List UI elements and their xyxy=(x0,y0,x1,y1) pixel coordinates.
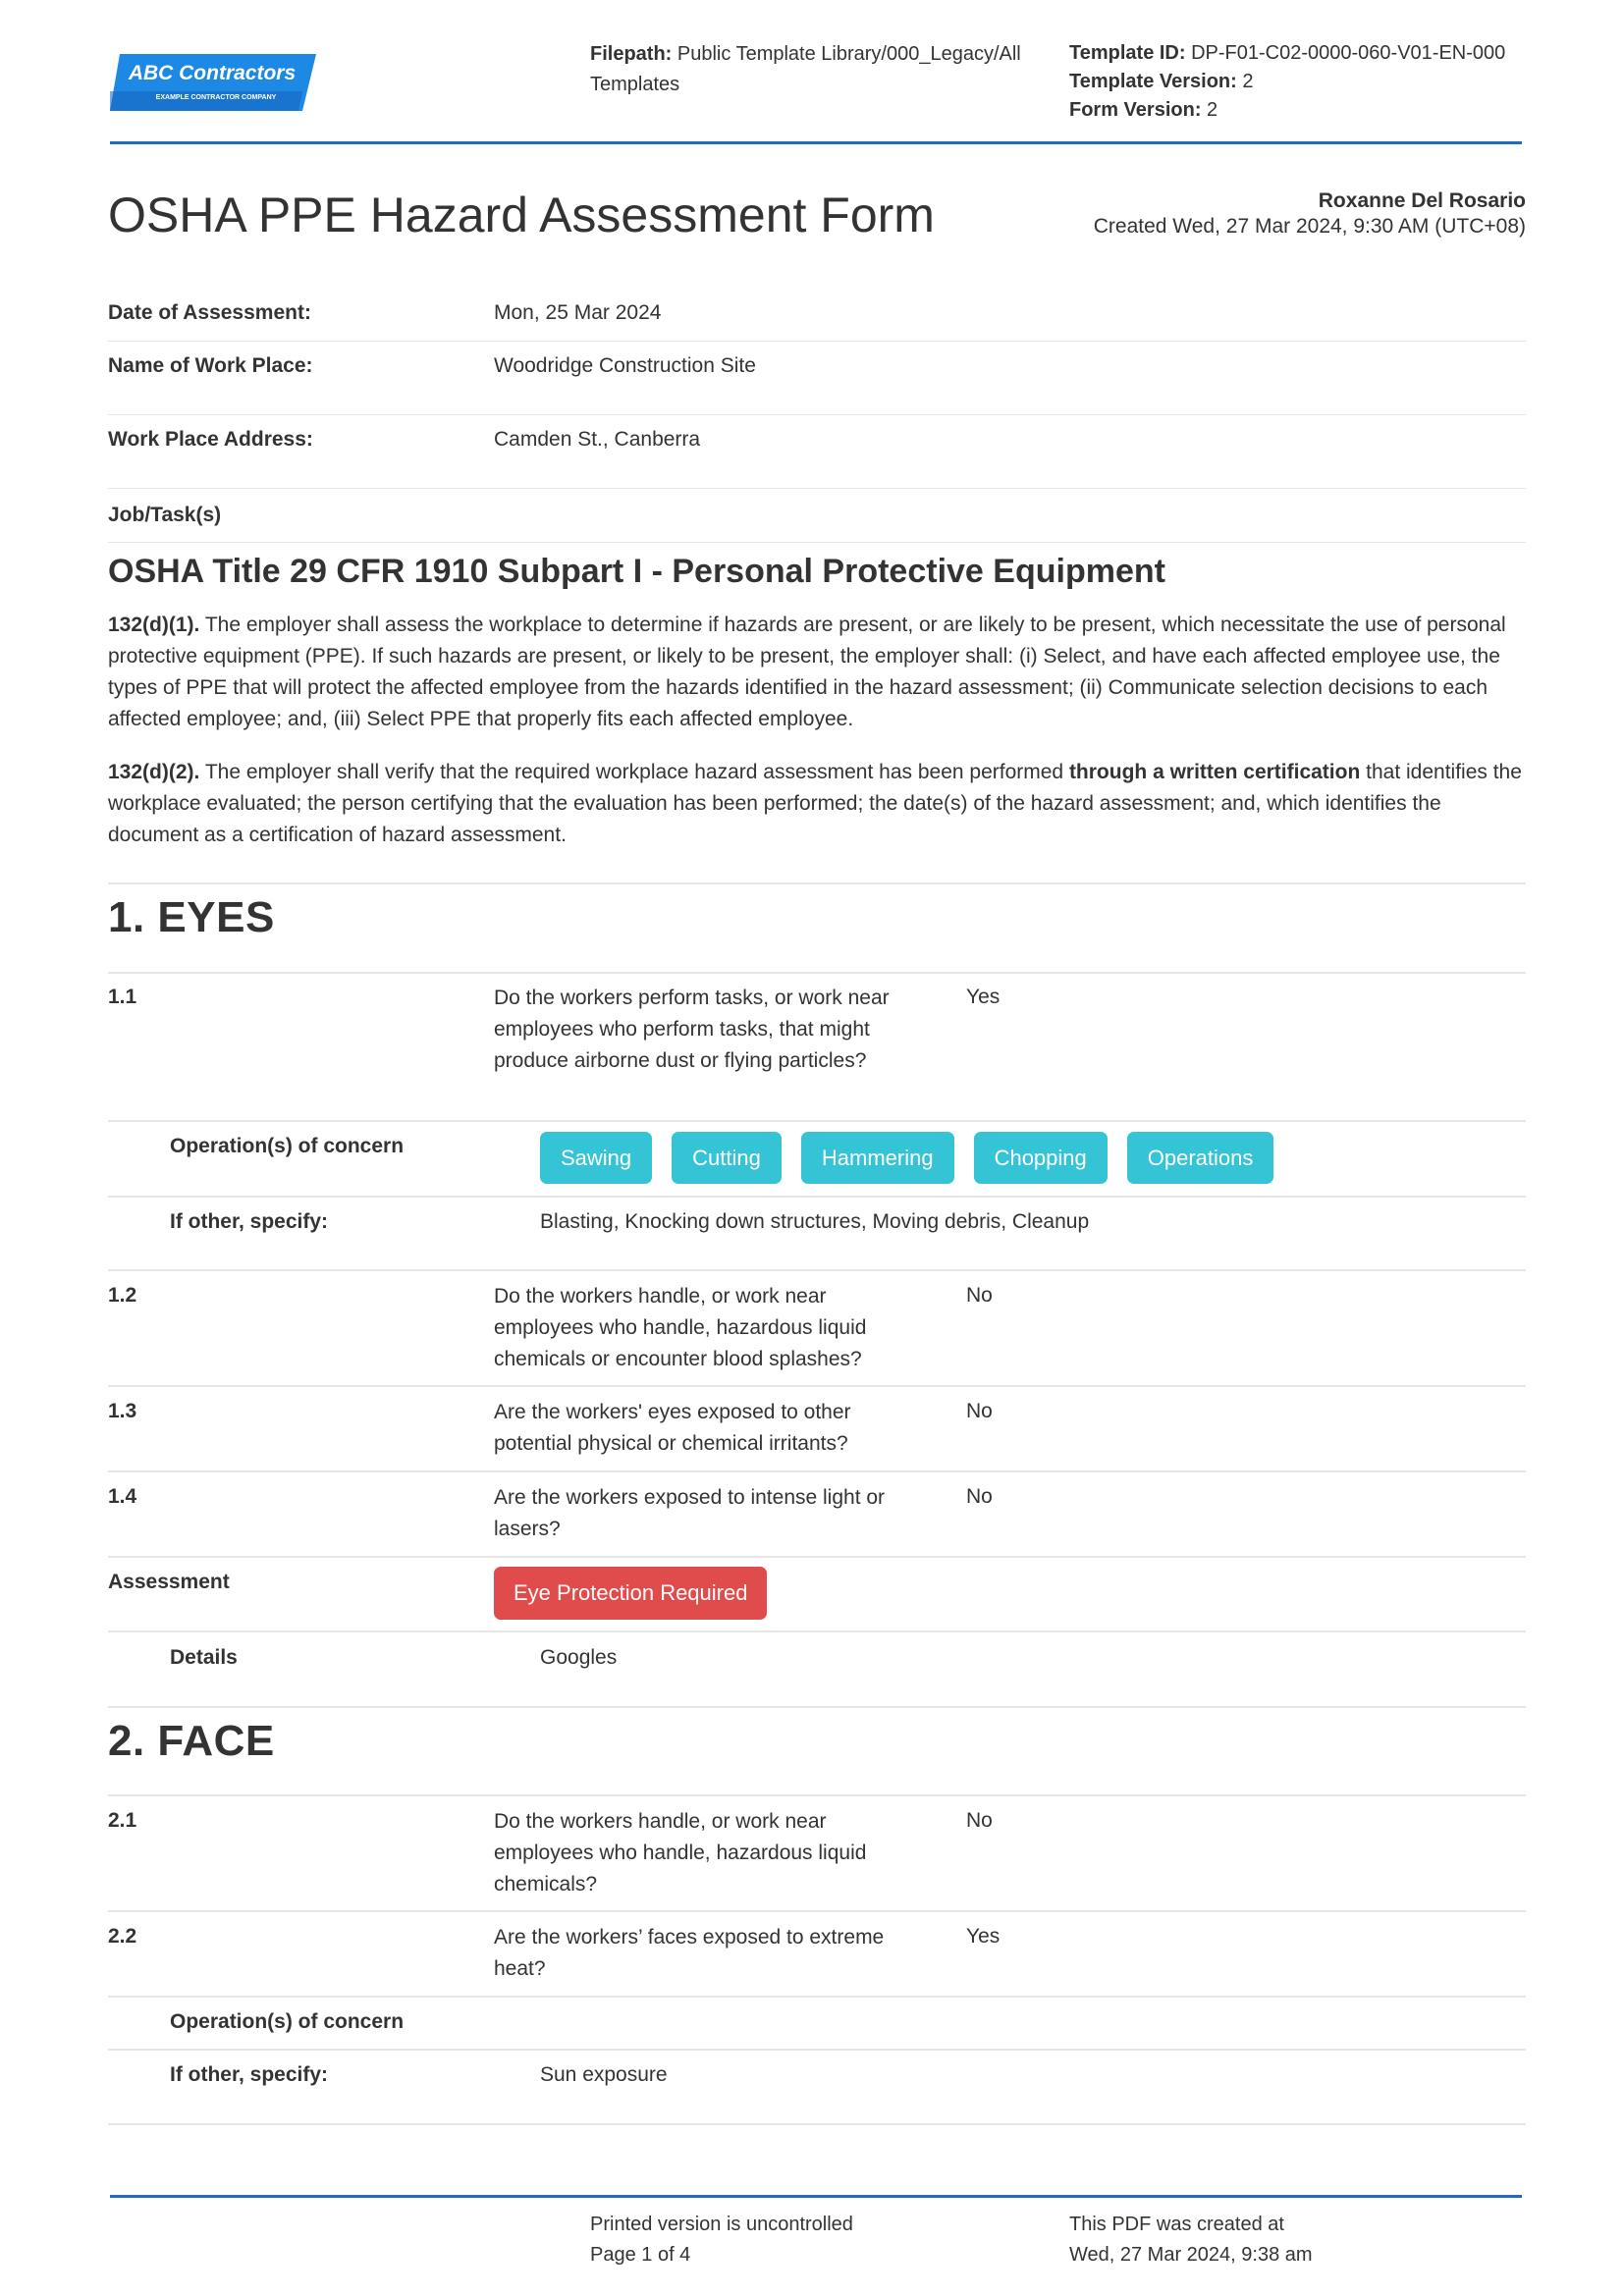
row-divider xyxy=(108,1630,1526,1632)
field-row xyxy=(108,488,1526,543)
field-row xyxy=(108,297,1526,342)
section-heading-eyes: 1. EYES xyxy=(108,893,275,941)
template-version-value: 2 xyxy=(1242,71,1254,92)
template-version-label: Template Version: xyxy=(1069,71,1237,92)
row-divider xyxy=(108,1120,1526,1122)
question-answer: No xyxy=(966,1284,993,1307)
form-version-value: 2 xyxy=(1207,99,1218,121)
field-value: Woodridge Construction Site xyxy=(494,354,756,377)
footer-divider xyxy=(110,2195,1522,2198)
question-number: 1.4 xyxy=(108,1485,137,1508)
question-number: 1.1 xyxy=(108,986,137,1008)
row-divider xyxy=(108,1269,1526,1271)
question-answer: No xyxy=(966,1400,993,1422)
assessment-label: Assessment xyxy=(108,1571,230,1593)
osha-ref-1: 132(d)(1). xyxy=(108,614,200,636)
section-divider xyxy=(108,972,1526,974)
row-divider xyxy=(108,1996,1526,1998)
osha-paragraph-1 xyxy=(108,610,1522,735)
row-divider xyxy=(108,1910,1526,1912)
form-version-label: Form Version: xyxy=(1069,99,1202,121)
field-label: Work Place Address: xyxy=(108,428,313,451)
field-label: Job/Task(s) xyxy=(108,504,222,526)
question-answer: No xyxy=(966,1809,993,1832)
logo-text: ABC Contractors xyxy=(128,62,297,84)
chip-sawing: Sawing xyxy=(540,1132,652,1184)
question-answer: Yes xyxy=(966,986,1001,1008)
template-id-label: Template ID: xyxy=(1069,42,1186,64)
osha-text-2a: The employer shall verify that the required workplace hazard assessment has been performed xyxy=(199,761,1069,783)
row-divider xyxy=(108,1556,1526,1558)
chip-chopping: Chopping xyxy=(974,1132,1108,1184)
osha-text-2b: that identifies the workplace evaluated; the person certifying that the evaluation has been performed; the date(s) of the hazard assessment; and, which identifies the document as a certification of hazard assessment. xyxy=(108,761,1522,846)
section-heading-face: 2. FACE xyxy=(108,1717,275,1765)
question-text: Do the workers perform tasks, or work near employees who perform tasks, that might produce airborne dust or flying particles? xyxy=(494,987,890,1072)
question-text: Are the workers’ faces exposed to extreme heat? xyxy=(494,1926,885,1980)
page-title: OSHA PPE Hazard Assessment Form xyxy=(108,187,935,242)
osha-heading: OSHA Title 29 CFR 1910 Subpart I - Personal Protective Equipment xyxy=(108,553,1165,590)
question-text: Are the workers exposed to intense light or lasers? xyxy=(494,1486,886,1540)
other-value: Sun exposure xyxy=(540,2063,668,2086)
other-value: Blasting, Knocking down structures, Moving debris, Cleanup xyxy=(540,1210,1090,1233)
question-number: 2.2 xyxy=(108,1925,137,1948)
row-divider xyxy=(108,1385,1526,1387)
field-label: Date of Assessment: xyxy=(108,301,311,324)
uncontrolled-note: Printed version is uncontrolled xyxy=(590,2214,853,2235)
question-number: 1.3 xyxy=(108,1400,137,1422)
osha-text-1: The employer shall assess the workplace to determine if hazards are present, or are likely to be present, which necessitate the use of personal protective equipment (PPE). If such hazards are present, or likely to be present, the employer shall: (i) Select, and have each affected employee use, the types of PPE that will protect the affected employee from the hazards identified in the hazard assessment; (ii) Communicate selection decisions to each affected employee; and, (iii) Select PPE that properly fits each affected employee. xyxy=(108,614,1506,730)
field-label: Name of Work Place: xyxy=(108,354,313,377)
section-divider xyxy=(108,882,1526,884)
created-label: This PDF was created at xyxy=(1069,2214,1284,2235)
operations-chip-list xyxy=(540,1132,1273,1184)
question-text: Do the workers handle, or work near employees who handle, hazardous liquid chemicals or encounter blood splashes? xyxy=(494,1285,867,1370)
company-logo xyxy=(110,54,316,111)
field-row xyxy=(108,414,1526,489)
header-divider xyxy=(110,141,1522,144)
row-divider xyxy=(108,1196,1526,1198)
osha-paragraph-2 xyxy=(108,757,1522,851)
osha-ref-2: 132(d)(2). xyxy=(108,761,200,783)
created-date: Created Wed, 27 Mar 2024, 9:30 AM (UTC+08) xyxy=(1093,215,1526,238)
question-answer: Yes xyxy=(966,1925,1001,1948)
filepath-label: Filepath: xyxy=(590,43,673,65)
question-number: 2.1 xyxy=(108,1809,137,1832)
row-divider xyxy=(108,2049,1526,2051)
author-block xyxy=(1094,188,1526,240)
chip-operations: Operations xyxy=(1127,1132,1274,1184)
row-divider xyxy=(108,1470,1526,1472)
logo-subtext: EXAMPLE CONTRACTOR COMPANY xyxy=(155,94,277,101)
operations-label: Operation(s) of concern xyxy=(170,2010,405,2033)
filepath-value: Public Template Library/000_Legacy/All Templates xyxy=(590,43,1021,95)
other-label: If other, specify: xyxy=(170,2063,329,2086)
filepath xyxy=(590,39,1052,100)
author-name: Roxanne Del Rosario xyxy=(1318,189,1526,212)
other-label: If other, specify: xyxy=(170,1210,329,1233)
section-divider xyxy=(108,1794,1526,1796)
field-row xyxy=(108,341,1526,415)
footer-created-info xyxy=(1069,2210,1313,2270)
template-meta xyxy=(1069,39,1560,125)
field-value: Mon, 25 Mar 2024 xyxy=(494,301,662,324)
created-value: Wed, 27 Mar 2024, 9:38 am xyxy=(1069,2244,1313,2266)
question-number: 1.2 xyxy=(108,1284,137,1307)
details-label: Details xyxy=(170,1646,238,1669)
template-id-value: DP-F01-C02-0000-060-V01-EN-000 xyxy=(1191,42,1506,64)
section-divider xyxy=(108,1706,1526,1708)
question-answer: No xyxy=(966,1485,993,1508)
osha-bold: through a written certification xyxy=(1068,761,1361,783)
details-value: Googles xyxy=(540,1646,618,1669)
field-value: Camden St., Canberra xyxy=(494,428,701,451)
question-text: Are the workers' eyes exposed to other potential physical or chemical irritants? xyxy=(494,1401,851,1455)
row-divider xyxy=(108,2123,1526,2125)
page-number: Page 1 of 4 xyxy=(590,2244,691,2266)
footer-print-info xyxy=(590,2210,853,2270)
question-text: Do the workers handle, or work near employees who handle, hazardous liquid chemicals? xyxy=(494,1810,867,1896)
operations-label: Operation(s) of concern xyxy=(170,1135,405,1157)
chip-hammering: Hammering xyxy=(801,1132,954,1184)
chip-cutting: Cutting xyxy=(672,1132,782,1184)
assessment-badge: Eye Protection Required xyxy=(494,1567,767,1620)
